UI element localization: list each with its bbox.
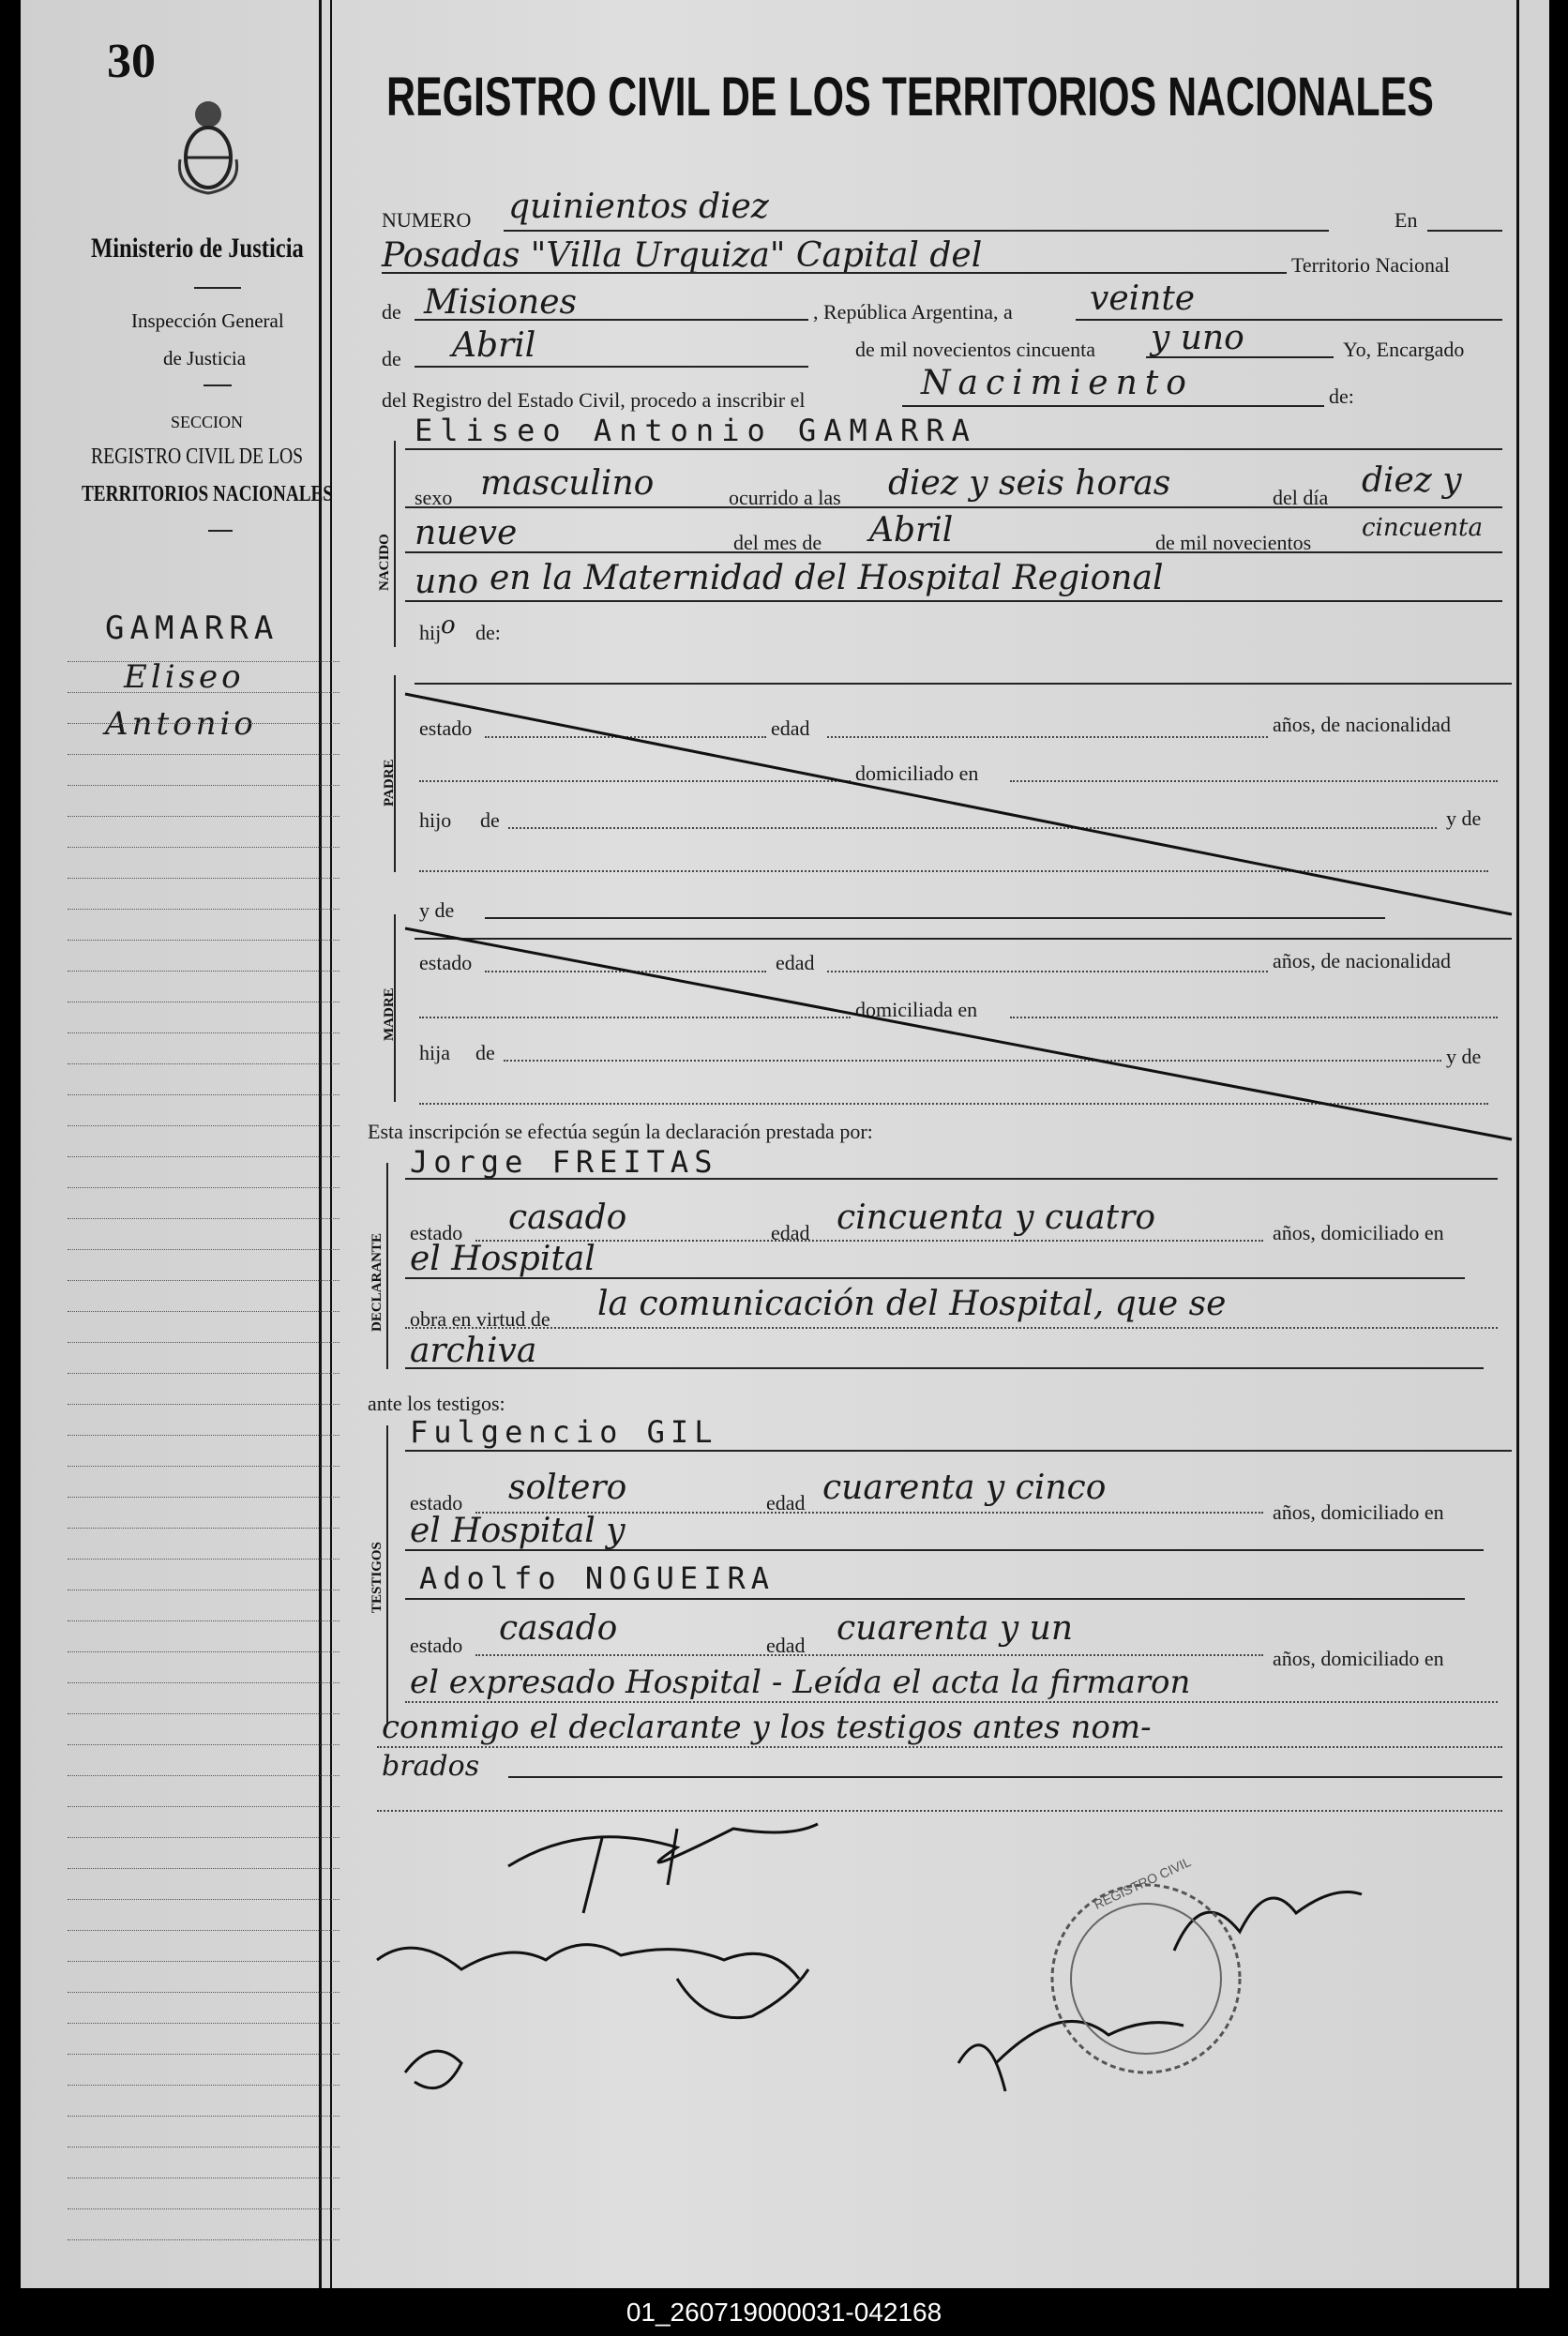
declarante-estado-label: estado <box>410 1221 463 1244</box>
sexo-value: masculino <box>480 464 655 503</box>
testigo1-domicilio-value: el Hospital y <box>410 1512 626 1550</box>
act-type-value: Nacimiento <box>921 364 1194 402</box>
de-colon: de: <box>1329 384 1354 408</box>
testigo2-estado-value: casado <box>499 1609 618 1648</box>
nacido-year-label: de mil novecientos <box>1155 531 1312 554</box>
padre-de-label: de <box>480 808 500 832</box>
padre-domicilio-label: domiciliado en <box>855 761 979 785</box>
madre-nacionalidad-label: años, de nacionalidad <box>1273 949 1451 972</box>
padre-edad-label: edad <box>771 716 810 740</box>
padre-hijo-label: hijo <box>419 808 452 832</box>
madre-estado-label: estado <box>419 951 473 974</box>
form-title: REGISTRO CIVIL DE LOS TERRITORIOS NACIONALES <box>386 67 1434 128</box>
document-id-footer: 01_260719000031-042168 <box>0 2288 1568 2336</box>
declarante-name: Jorge FREITAS <box>410 1144 718 1180</box>
hijo-label: hij <box>419 621 442 644</box>
testigo2-domicilio-value: el expresado Hospital - Leída el acta la firmaron <box>410 1664 1191 1701</box>
padre-estado-label: estado <box>419 716 473 740</box>
en-label: En <box>1395 208 1418 232</box>
padre-side-label: PADRE <box>382 759 397 806</box>
territory-value: Misiones <box>424 283 578 322</box>
de-label: de <box>382 300 401 324</box>
dia-label: del día <box>1273 486 1329 509</box>
nacido-full-name: Eliseo Antonio GAMARRA <box>415 413 977 448</box>
testigo2-estado-label: estado <box>410 1634 463 1657</box>
hijo-suffix: o <box>441 611 456 640</box>
padre-nacionalidad-label: años, de nacionalidad <box>1273 713 1451 736</box>
testigo2-domicilio-label: años, domiciliado en <box>1273 1647 1444 1670</box>
declarante-side-label: DECLARANTE <box>369 1232 384 1332</box>
obra-value-b: archiva <box>410 1332 537 1370</box>
madre-edad-label: edad <box>776 951 815 974</box>
signatures <box>21 0 1549 2288</box>
closing-line-b: brados <box>382 1750 480 1783</box>
inspection-line1: Inspección General <box>131 309 284 332</box>
hijo-de-label: de: <box>475 621 501 644</box>
margin-given-name-1: Eliseo <box>124 658 245 696</box>
obra-value-a: la comunicación del Hospital, que se <box>597 1285 1227 1323</box>
nacido-place-value: en la Maternidad del Hospital Regional <box>490 559 1164 597</box>
declaracion-label: Esta inscripción se efectúa según la declaración prestada por: <box>368 1120 873 1143</box>
testigo2-edad-value: cuarenta y un <box>837 1609 1074 1648</box>
margin-surname: GAMARRA <box>105 610 279 647</box>
declarante-domicilio-value: el Hospital <box>410 1240 596 1278</box>
territorio-label: Territorio Nacional <box>1291 253 1450 277</box>
madre-y-de-label: y de <box>419 898 455 922</box>
nacido-day-value-b: nueve <box>415 514 518 552</box>
yo-label: Yo, Encargado <box>1343 338 1465 361</box>
section-line1: REGISTRO CIVIL DE LOS <box>91 445 304 469</box>
obra-label: obra en virtud de <box>410 1307 550 1331</box>
madre-side-label: MADRE <box>382 987 397 1041</box>
testigo2-name: Adolfo NOGUEIRA <box>419 1560 775 1596</box>
madre-domicilio-label: domiciliada en <box>855 998 978 1021</box>
nacido-year-value-b: uno <box>415 563 479 601</box>
nacido-year-value-a: cincuenta <box>1362 514 1484 542</box>
declarante-edad-label: edad <box>771 1221 810 1244</box>
month-value: Abril <box>452 326 536 365</box>
sexo-label: sexo <box>415 486 453 509</box>
testigo1-name: Fulgencio GIL <box>410 1414 718 1450</box>
testigos-label: ante los testigos: <box>368 1392 505 1415</box>
page-number: 30 <box>107 35 156 88</box>
nacido-side-label: NACIDO <box>377 534 392 591</box>
inspection-line2: de Justicia <box>163 347 247 369</box>
madre-hija-label: hija <box>419 1041 450 1064</box>
ocurrido-label: ocurrido a las <box>729 486 841 509</box>
numero-value: quinientos diez <box>508 188 769 226</box>
testigo1-estado-value: soltero <box>508 1469 627 1507</box>
registro-label: del Registro del Estado Civil, procedo a inscribir el <box>382 388 806 412</box>
nacido-day-value-a: diez y <box>1362 461 1462 500</box>
section-line2: TERRITORIOS NACIONALES <box>82 482 333 506</box>
republica-label: , República Argentina, a <box>813 300 1013 324</box>
year-value: y uno <box>1151 319 1244 357</box>
declarante-domicilio-label: años, domiciliado en <box>1273 1221 1444 1244</box>
numero-label: NUMERO <box>382 208 472 232</box>
registry-stamp-text: REGISTRO CIVIL <box>1091 1854 1194 1912</box>
declarante-estado-value: casado <box>508 1198 627 1237</box>
section-label: SECCION <box>171 413 244 431</box>
nacido-month-value: Abril <box>869 511 954 550</box>
closing-line-a: conmigo el declarante y los testigos antes nom- <box>382 1709 1152 1746</box>
declarante-edad-value: cincuenta y cuatro <box>837 1198 1156 1237</box>
testigo2-edad-label: edad <box>766 1634 806 1657</box>
testigos-side-label: TESTIGOS <box>369 1542 384 1613</box>
padre-y-de-label: y de <box>1446 806 1482 830</box>
mes-label: del mes de <box>733 531 822 554</box>
madre-de-label: de <box>475 1041 495 1064</box>
place-value: Posadas "Villa Urquiza" Capital del <box>382 236 983 275</box>
hour-value: diez y seis horas <box>888 464 1171 503</box>
day-value: veinte <box>1090 279 1196 318</box>
de-label-2: de <box>382 347 401 370</box>
year-label: de mil novecientos cincuenta <box>855 338 1095 361</box>
madre-y-de-end-label: y de <box>1446 1045 1482 1068</box>
testigo1-estado-label: estado <box>410 1491 463 1515</box>
testigo1-edad-label: edad <box>766 1491 806 1515</box>
margin-given-name-2: Antonio <box>105 705 257 743</box>
testigo1-domicilio-label: años, domiciliado en <box>1273 1500 1444 1524</box>
testigo1-edad-value: cuarenta y cinco <box>822 1469 1107 1507</box>
register-page <box>21 0 1549 2288</box>
ministry-name: Ministerio de Justicia <box>91 233 304 264</box>
